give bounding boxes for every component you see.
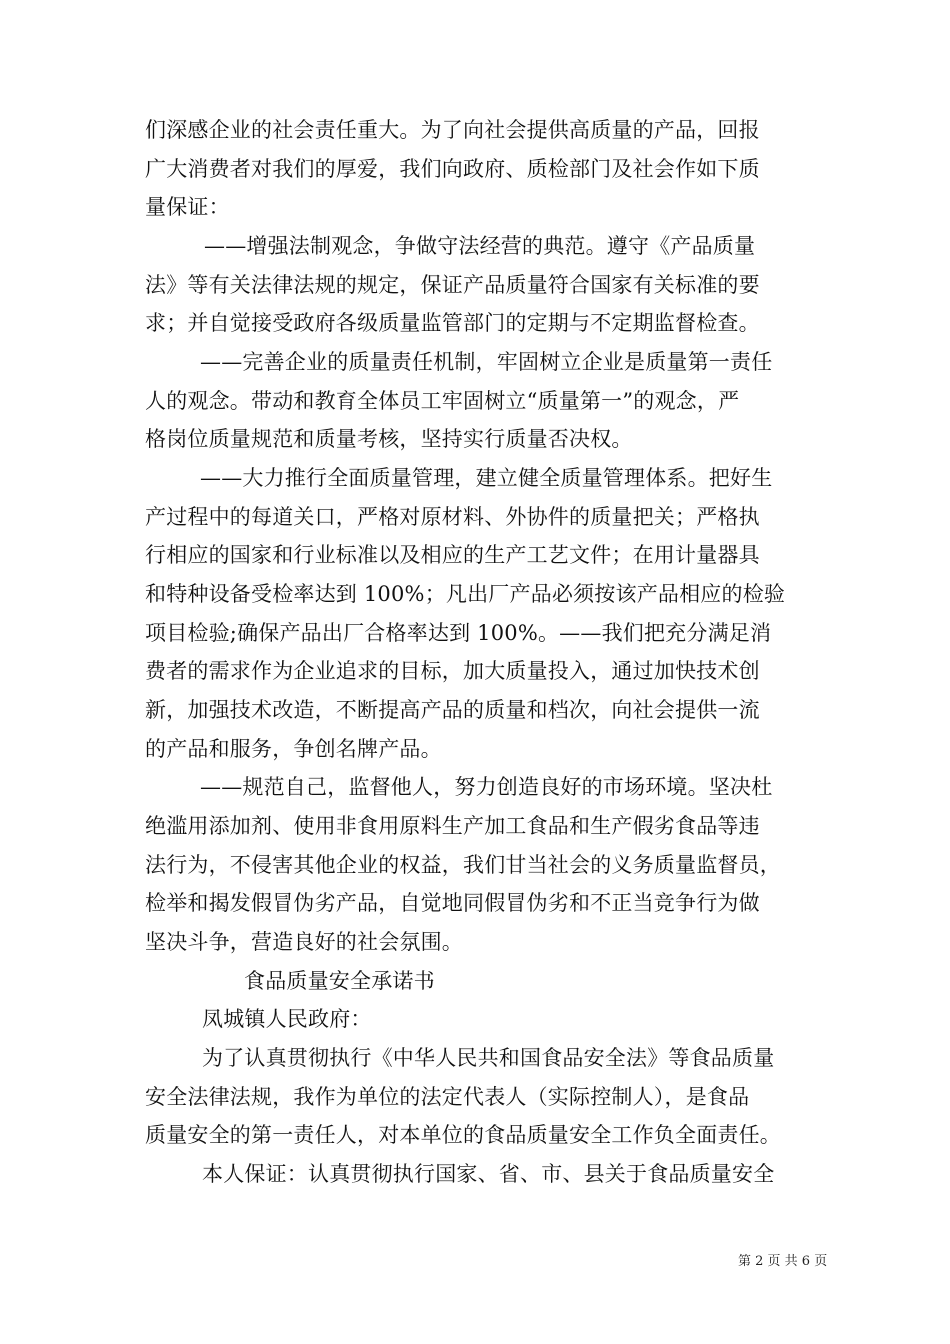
recipient-line: 凤城镇人民政府： [202,1007,372,1031]
text-line: 质量安全的第一责任人，对本单位的食品质量安全工作负全面责任。 [145,1123,781,1147]
text-line: 本人保证：认真贯彻执行国家、省、市、县关于食品质量安全 [202,1162,775,1186]
text-line: 项目检验;确保产品出厂合格率达到 100%。——我们把充分满足消 [145,621,772,645]
text-line: 产过程中的每道关口，严格对原材料、外协件的质量把关；严格执 [145,505,760,529]
text-line: 法行为，不侵害其他企业的权益，我们甘当社会的义务质量监督员， [145,853,781,877]
text-line: 新，加强技术改造，不断提高产品的质量和档次，向社会提供一流 [145,698,760,722]
text-line: ——大力推行全面质量管理，建立健全质量管理体系。把好生 [200,466,773,490]
text-line: 广大消费者对我们的厚爱，我们向政府、质检部门及社会作如下质 [145,157,760,181]
text-line: 量保证： [145,195,230,219]
text-line: 人的观念。带动和教育全体员工牢固树立“质量第一”的观念，严 [145,389,740,413]
section-title: 食品质量安全承诺书 [244,969,435,993]
text-line: 行相应的国家和行业标准以及相应的生产工艺文件；在用计量器具 [145,543,760,567]
text-line: ——增强法制观念，争做守法经营的典范。遵守《产品质量 [204,234,756,258]
text-line: 费者的需求作为企业追求的目标，加大质量投入，通过加快技术创 [145,659,760,683]
text-line: 坚决斗争，营造良好的社会氛围。 [145,930,463,954]
text-line: 的产品和服务，争创名牌产品。 [145,737,442,761]
text-line: 法》等有关法律法规的规定，保证产品质量符合国家有关标准的要 [145,273,760,297]
text-line: 们深感企业的社会责任重大。为了向社会提供高质量的产品，回报 [145,118,760,142]
page-number: 第 2 页 共 6 页 [738,1254,828,1269]
text-line: 为了认真贯彻执行《中华人民共和国食品安全法》等食品质量 [202,1046,775,1070]
text-line: 格岗位质量规范和质量考核，坚持实行质量否决权。 [145,427,633,451]
text-line: 和特种设备受检率达到 100%；凡出厂产品必须按该产品相应的检验 [145,582,786,606]
text-line: 求；并自觉接受政府各级质量监管部门的定期与不定期监督检查。 [145,311,760,335]
text-line: 检举和揭发假冒伪劣产品，自觉地同假冒伪劣和不正当竞争行为做 [145,891,760,915]
text-line: 安全法律法规，我作为单位的法定代表人（实际控制人），是食品 [145,1085,750,1109]
text-line: ——规范自己，监督他人，努力创造良好的市场环境。坚决杜 [200,775,773,799]
text-line: 绝滥用添加剂、使用非食用原料生产加工食品和生产假劣食品等违 [145,814,760,838]
text-line: ——完善企业的质量责任机制，牢固树立企业是质量第一责任 [200,350,773,374]
